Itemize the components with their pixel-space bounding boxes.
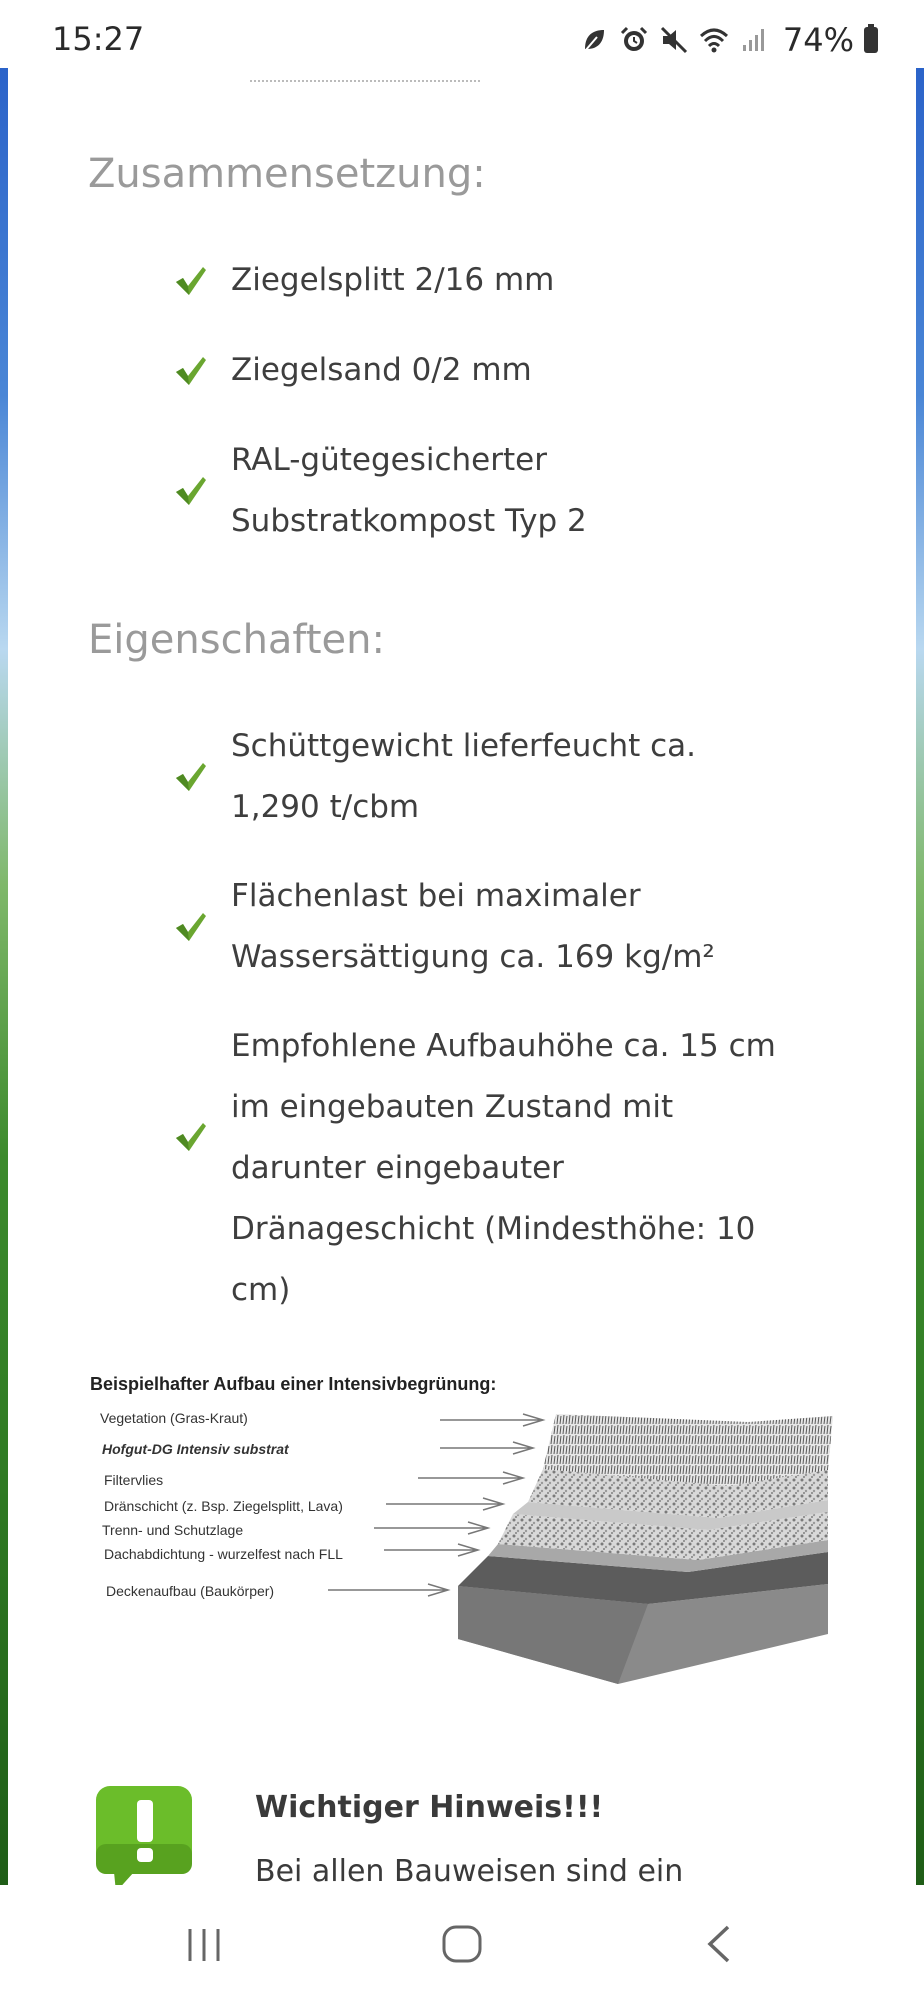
cut-off-text [250, 68, 480, 82]
navigation-bar [0, 1885, 924, 2000]
page-content[interactable] [0, 68, 924, 1885]
diagram-label: Dränschicht (z. Bsp. Ziegelsplitt, Lava) [104, 1498, 343, 1514]
recent-apps-button[interactable] [174, 1919, 234, 1969]
checkmark-icon [174, 354, 208, 388]
properties-title: Eigenschaften: [88, 617, 385, 663]
checkmark-icon [174, 264, 208, 298]
diagram-label: Hofgut-DG Intensiv substrat [102, 1441, 289, 1457]
alarm-icon [619, 25, 649, 55]
diagram-label: Deckenaufbau (Baukörper) [106, 1583, 275, 1599]
back-button[interactable] [690, 1919, 750, 1969]
notice-text: Bei allen Bauweisen sind ein [255, 1854, 684, 1885]
property-item: Flächenlast bei maximaler Wassersättigung ca. 169 kg/m² [231, 878, 715, 975]
property-item: Schüttgewicht lieferfeucht ca. 1,290 t/cbm [231, 728, 696, 825]
leaf-icon [579, 25, 609, 55]
battery-icon [864, 27, 878, 53]
layer-illustration [88, 1374, 848, 1754]
battery-percent: 74% [782, 21, 854, 59]
diagram-title: Beispielhafter Aufbau einer Intensivbegrünung: [90, 1374, 497, 1394]
property-item: Empfohlene Aufbauhöhe ca. 15 cm im eingebauten Zustand mit darunter eingebauter Dränageschicht (Mindesthöhe: 10 cm) [231, 1028, 776, 1308]
composition-item: RAL-gütegesicherter Substratkompost Typ 2 [231, 442, 587, 539]
exclamation-icon [92, 1784, 196, 1885]
composition-item: Ziegelsand 0/2 mm [231, 352, 532, 388]
diagram-label: Vegetation (Gras-Kraut) [100, 1410, 248, 1426]
signal-icon [739, 25, 769, 55]
mute-icon [659, 25, 689, 55]
status-icons [579, 20, 878, 60]
wifi-icon [699, 25, 729, 55]
status-time: 15:27 [52, 20, 145, 58]
checkmark-icon [174, 760, 208, 794]
checkmark-icon [174, 474, 208, 508]
checkmark-icon [174, 910, 208, 944]
diagram-label: Dachabdichtung - wurzelfest nach FLL [104, 1546, 343, 1562]
roof-layer-diagram [88, 1374, 848, 1754]
home-button[interactable] [432, 1919, 492, 1969]
diagram-label: Trenn- und Schutzlage [102, 1522, 244, 1538]
composition-item: Ziegelsplitt 2/16 mm [231, 262, 555, 298]
status-bar [0, 0, 924, 68]
composition-title: Zusammensetzung: [88, 151, 486, 197]
checkmark-icon [174, 1120, 208, 1154]
diagram-label: Filtervlies [104, 1472, 164, 1488]
notice-title: Wichtiger Hinweis!!! [255, 1790, 604, 1825]
